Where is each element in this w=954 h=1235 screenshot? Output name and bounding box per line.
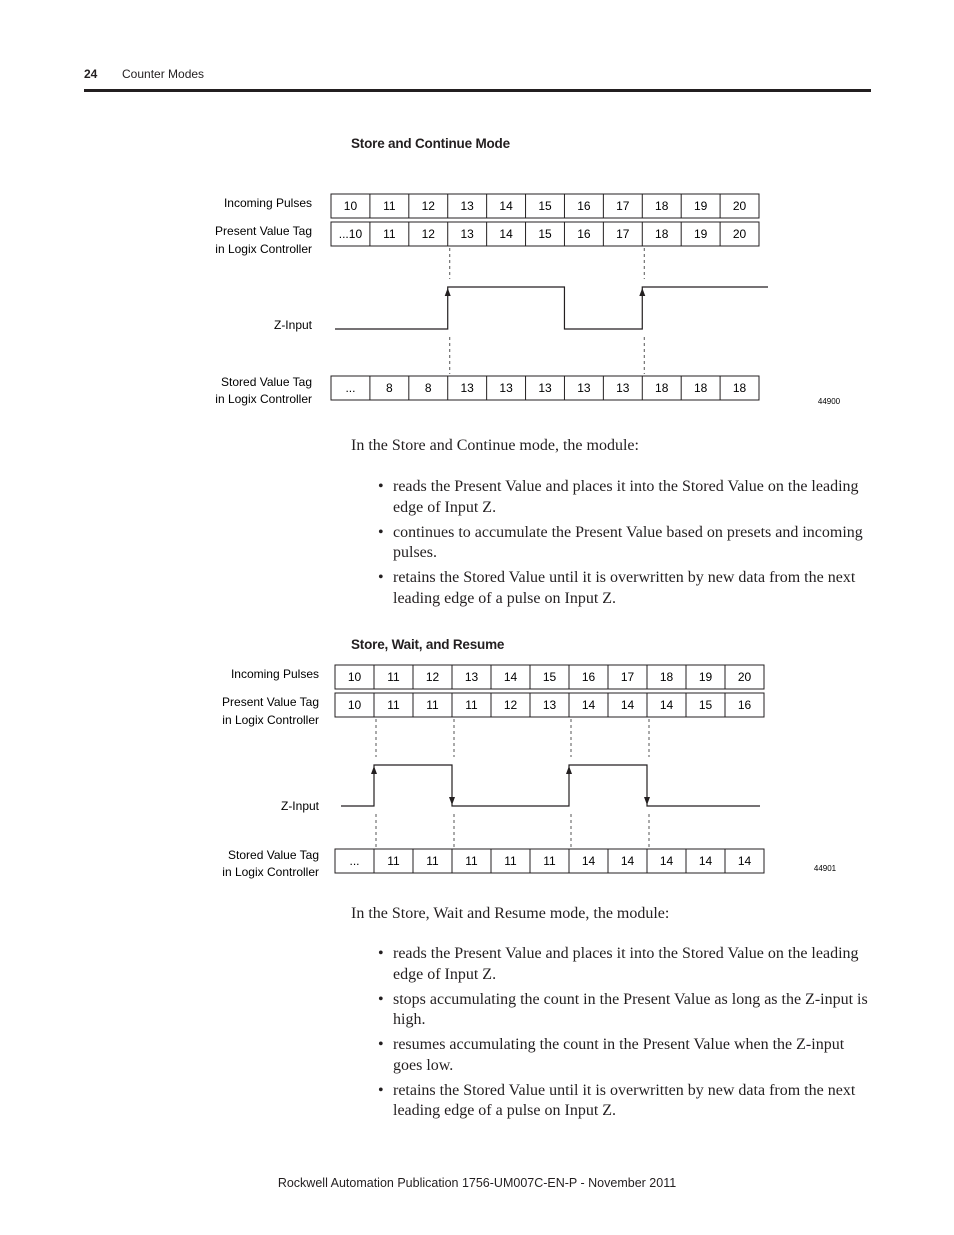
bullet-item: • retains the Stored Value until it is overwritten by new data from the next leading edge of a pulse on Input Z. xyxy=(378,569,856,607)
incoming-pulse-cell: 16 xyxy=(581,670,596,684)
stored-value-cell: 13 xyxy=(460,381,474,395)
label-z-input: Z-Input xyxy=(280,799,319,813)
incoming-pulse-cell: 11 xyxy=(387,670,400,684)
incoming-pulse-cell: 14 xyxy=(499,199,513,213)
bullet-item: • continues to accumulate the Present Value based on presets and incoming pulses. xyxy=(378,523,863,561)
stored-value-cell: 13 xyxy=(616,381,630,395)
present-value-cell: 13 xyxy=(460,227,474,241)
label-incoming-pulses: Incoming Pulses xyxy=(230,667,319,681)
footer-publication: Rockwell Automation Publication 1756-UM007C-EN-P - November 2011 xyxy=(277,1176,677,1190)
present-value-cell: 12 xyxy=(421,227,435,241)
stored-value-cell: 8 xyxy=(386,381,393,395)
present-value-cell: 15 xyxy=(538,227,552,241)
bullet-item: • reads the Present Value and places it into the Stored Value on the leading edge of Input Z. xyxy=(378,478,859,516)
present-value-cell: 12 xyxy=(503,698,518,712)
label-incoming-pulses: Incoming Pulses xyxy=(223,196,312,210)
stored-value-cell: 11 xyxy=(543,854,556,868)
incoming-pulse-cell: 18 xyxy=(659,670,674,684)
figure2-timing-diagram xyxy=(0,655,954,885)
stored-value-cell: 18 xyxy=(655,381,669,395)
falling-edge-arrow xyxy=(644,797,650,805)
label-present-value: Present Value Tag xyxy=(215,224,312,238)
present-value-cell: 14 xyxy=(581,698,596,712)
stored-value-cell: 14 xyxy=(659,854,674,868)
rising-edge-arrow xyxy=(639,288,645,296)
present-value-cell: 16 xyxy=(577,227,591,241)
header-rule xyxy=(84,89,871,92)
label-present-value: Present Value Tag xyxy=(222,695,319,709)
present-value-cell: 13 xyxy=(542,698,557,712)
present-value-cell: 17 xyxy=(616,227,630,241)
label-stored-value: Stored Value Tag xyxy=(228,848,319,862)
incoming-pulse-cell: 15 xyxy=(538,199,552,213)
stored-value-cell: 14 xyxy=(581,854,596,868)
incoming-pulse-cell: 11 xyxy=(383,199,396,213)
figure-id: 44900 xyxy=(817,397,841,406)
incoming-pulse-cell: 14 xyxy=(503,670,518,684)
stored-value-cell: 18 xyxy=(732,381,747,395)
rising-edge-arrow xyxy=(371,766,377,774)
figure1-title: Store and Continue Mode xyxy=(351,136,510,151)
label-stored-value: Stored Value Tag xyxy=(221,375,312,389)
bullets-store-continue xyxy=(378,477,873,614)
present-value-cell: 11 xyxy=(465,698,478,712)
incoming-pulse-cell: 19 xyxy=(693,199,708,213)
falling-edge-arrow xyxy=(449,797,455,805)
stored-value-cell: 11 xyxy=(504,854,517,868)
incoming-pulse-cell: 12 xyxy=(421,199,435,213)
bullet-text: continues to accumulate the Present Value based on presets and incoming pulses. xyxy=(393,523,863,561)
incoming-pulse-cell: 17 xyxy=(616,199,630,213)
bullets-store-wait-resume xyxy=(378,944,873,1126)
incoming-pulse-cell: 18 xyxy=(655,199,669,213)
bullet-text: retains the Stored Value until it is overwritten by new data from the next leading edge of a pulse on Input Z. xyxy=(393,569,856,607)
label-stored-value-line2: in Logix Controller xyxy=(222,865,319,879)
bullet-item: • stops accumulating the count in the Present Value as long as the Z-input is high. xyxy=(378,990,868,1028)
bullet-text: stops accumulating the count in the Present Value as long as the Z-input is high. xyxy=(393,990,868,1028)
incoming-pulse-cell: 15 xyxy=(542,670,557,684)
present-value-cell: 16 xyxy=(737,698,752,712)
incoming-pulse-cell: 10 xyxy=(343,199,358,213)
bullet-text: reads the Present Value and places it into the Stored Value on the leading edge of Input Z. xyxy=(393,945,859,983)
stored-value-cell: 14 xyxy=(698,854,713,868)
bullet-item: • resumes accumulating the count in the Present Value when the Z-input goes low. xyxy=(378,1036,845,1074)
stored-value-cell: ... xyxy=(345,381,356,395)
figure-id: 44901 xyxy=(813,864,837,873)
present-value-cell: 11 xyxy=(383,227,396,241)
incoming-pulse-cell: 13 xyxy=(464,670,479,684)
stored-value-cell: 11 xyxy=(387,854,400,868)
z-input-waveform xyxy=(341,765,760,806)
present-value-cell: 19 xyxy=(693,227,708,241)
incoming-pulse-cell: 13 xyxy=(460,199,474,213)
incoming-pulse-cell: 10 xyxy=(347,670,362,684)
bullet-text: retains the Stored Value until it is overwritten by new data from the next leading edge of a pulse on Input Z. xyxy=(393,1081,856,1119)
bullet-item: • retains the Stored Value until it is overwritten by new data from the next leading edge of a pulse on Input Z. xyxy=(378,1081,856,1119)
bullet-item: • reads the Present Value and places it into the Stored Value on the leading edge of Input Z. xyxy=(378,945,859,983)
present-value-cell: 14 xyxy=(659,698,674,712)
label-present-value-line2: in Logix Controller xyxy=(215,242,312,256)
present-value-cell: 14 xyxy=(499,227,513,241)
figure1-timing-diagram xyxy=(0,180,954,420)
present-value-cell: 11 xyxy=(387,698,400,712)
section-name: Counter Modes xyxy=(122,67,205,81)
label-z-input: Z-Input xyxy=(273,318,312,332)
intro-store-continue: In the Store and Continue mode, the module: xyxy=(351,437,639,454)
bullet-text: resumes accumulating the count in the Present Value when the Z-input goes low. xyxy=(393,1036,845,1074)
figure2-title: Store, Wait, and Resume xyxy=(351,637,505,652)
stored-value-cell: 13 xyxy=(538,381,552,395)
page-number: 24 xyxy=(84,67,98,81)
incoming-pulse-cell: 20 xyxy=(732,199,747,213)
stored-value-cell: 18 xyxy=(693,381,708,395)
label-present-value-line2: in Logix Controller xyxy=(222,713,319,727)
stored-value-cell: 13 xyxy=(499,381,513,395)
present-value-cell: 10 xyxy=(347,698,362,712)
present-value-cell: 20 xyxy=(732,227,747,241)
rising-edge-arrow xyxy=(566,766,572,774)
present-value-cell: 18 xyxy=(655,227,669,241)
stored-value-cell: 14 xyxy=(737,854,752,868)
stored-value-cell: 14 xyxy=(620,854,635,868)
incoming-pulse-cell: 16 xyxy=(577,199,591,213)
bullet-text: reads the Present Value and places it into the Stored Value on the leading edge of Input Z. xyxy=(393,478,859,516)
label-stored-value-line2: in Logix Controller xyxy=(215,392,312,406)
present-value-cell: ...10 xyxy=(338,227,363,241)
rising-edge-arrow xyxy=(445,288,451,296)
z-input-waveform xyxy=(335,287,768,329)
stored-value-cell: 13 xyxy=(577,381,591,395)
incoming-pulse-cell: 12 xyxy=(425,670,440,684)
stored-value-cell: 11 xyxy=(426,854,439,868)
figure2-svg xyxy=(0,655,954,885)
present-value-cell: 15 xyxy=(698,698,713,712)
figure1-svg xyxy=(0,180,954,420)
stored-value-cell: ... xyxy=(349,854,360,868)
incoming-pulse-cell: 20 xyxy=(737,670,752,684)
stored-value-cell: 11 xyxy=(465,854,478,868)
incoming-pulse-cell: 19 xyxy=(698,670,713,684)
intro-store-wait-resume: In the Store, Wait and Resume mode, the module: xyxy=(351,905,670,922)
incoming-pulse-cell: 17 xyxy=(620,670,635,684)
stored-value-cell: 8 xyxy=(424,381,432,395)
present-value-cell: 14 xyxy=(620,698,635,712)
present-value-cell: 11 xyxy=(426,698,439,712)
